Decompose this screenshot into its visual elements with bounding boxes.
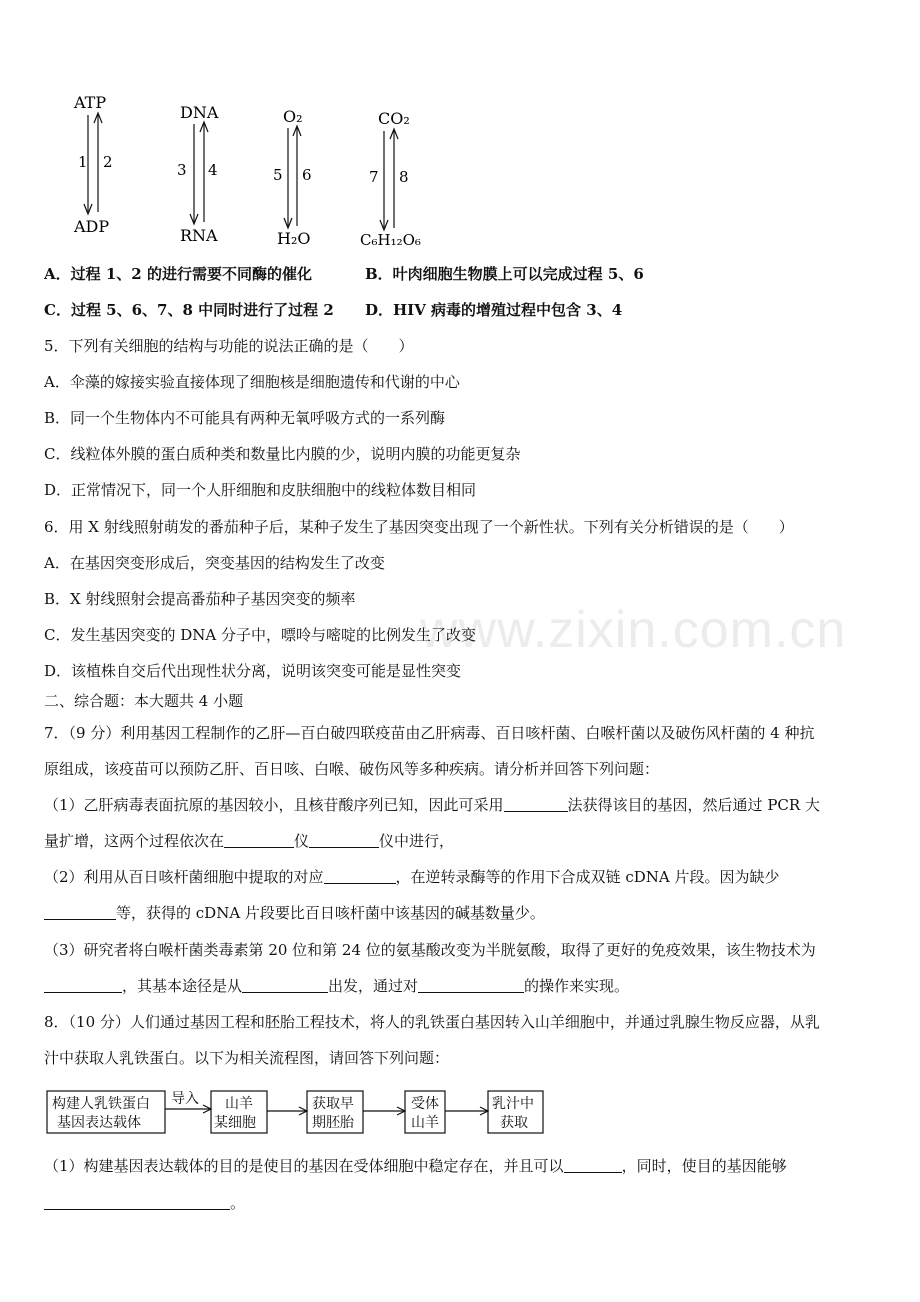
process-7-number: 7 (369, 168, 379, 186)
q4-option-c[interactable]: C．过程 5、6、7、8 中同时进行了过程 2 (44, 301, 334, 319)
q7-part2-line1: （2）利用从百日咳杆菌细胞中提取的对应 ，在逆转录酶等的作用下合成双链 cDNA 片段。因为缺少 (44, 868, 780, 886)
flow-box-early-embryo-line1: 获取早 (312, 1096, 354, 1112)
flow-box-recipient-goat (405, 1091, 445, 1133)
flow-box-goat-cell (211, 1091, 267, 1133)
q8-blank-2[interactable] (44, 1193, 230, 1210)
flow-box-milk-extract (488, 1091, 543, 1133)
q7-blank-8[interactable] (418, 976, 524, 993)
flow-box-construct-vector-line1: 构建人乳铁蛋白 (52, 1096, 150, 1112)
flow-box-recipient-goat-line1: 受体 (411, 1096, 439, 1112)
flow-box-goat-cell-line2: 某细胞 (214, 1115, 256, 1131)
q7-blank-5[interactable] (44, 903, 116, 920)
process-2-number: 2 (103, 153, 113, 171)
process-6-number: 6 (302, 166, 312, 184)
adp-label: ADP (74, 217, 110, 236)
process-4-number: 4 (208, 161, 218, 179)
q7-part1-line1: （1）乙肝病毒表面抗原的基因较小，且核苷酸序列已知，因此可采用 法获得该目的基因，然后通过 PCR 大 (44, 796, 820, 814)
q4-option-a[interactable]: A．过程 1、2 的进行需要不同酶的催化 (44, 265, 312, 283)
q6-option-c[interactable]: C．发生基因突变的 DNA 分子中，嘌呤与嘧啶的比例发生了改变 (44, 626, 476, 644)
q7-blank-3[interactable] (309, 831, 379, 848)
flow-box-milk-extract-line2: 获取 (500, 1115, 528, 1131)
flow-box-goat-cell-line1: 山羊 (225, 1096, 253, 1112)
q6-option-b[interactable]: B．X 射线照射会提高番茄种子基因突变的频率 (44, 590, 356, 608)
process-1-number: 1 (78, 153, 88, 171)
metabolism-process-diagram (0, 0, 920, 260)
q7-part3-line1: （3）研究者将白喉杆菌类毒素第 20 位和第 24 位的氨基酸改变为半胱氨酸，取得了更好的免疫效果，该生物技术为 (44, 941, 816, 959)
q5-stem: 5．下列有关细胞的结构与功能的说法正确的是（ ） (44, 337, 414, 355)
q7-stem-line1: 7．（9 分）利用基因工程制作的乙肝—百白破四联疫苗由乙肝病毒、百日咳杆菌、白喉杆菌以及破伤风杆菌的 4 种抗 (44, 724, 815, 742)
q8-stem-line2: 汁中获取人乳铁蛋白。以下为相关流程图，请回答下列问题： (44, 1049, 450, 1067)
flow-box-recipient-goat-line2: 山羊 (411, 1115, 439, 1131)
q5-option-a[interactable]: A．伞藻的嫁接实验直接体现了细胞核是细胞遗传和代谢的中心 (44, 373, 460, 391)
h2o-label: H₂O (277, 229, 311, 248)
q8-part1-line2: 。 (44, 1192, 245, 1214)
flow-box-construct-vector-line2: 基因表达载体 (57, 1115, 141, 1131)
atp-label: ATP (74, 93, 107, 112)
co2-label: CO₂ (378, 109, 410, 128)
watermark: www.zixin.com.cn (420, 601, 847, 659)
section-2-heading: 二、综合题：本大题共 4 小题 (44, 692, 244, 710)
process-8-number: 8 (399, 168, 409, 186)
q7-blank-7[interactable] (242, 976, 328, 993)
q5-option-d[interactable]: D．正常情况下，同一个人肝细胞和皮肤细胞中的线粒体数目相同 (44, 481, 477, 499)
flow-box-construct-vector (47, 1091, 165, 1133)
o2-label: O₂ (283, 107, 303, 126)
q7-part3-line2: ，其基本途径是从 出发，通过对 的操作来实现。 (44, 975, 629, 997)
q5-option-b[interactable]: B．同一个生物体内不可能具有两种无氧呼吸方式的一系列酶 (44, 409, 446, 427)
process-3-number: 3 (177, 161, 187, 179)
flow-box-early-embryo (307, 1091, 363, 1133)
q7-part1-line2: 量扩增，这两个过程依次在 仪 仪中进行， (44, 832, 455, 850)
rna-label: RNA (180, 226, 218, 245)
q4-option-d[interactable]: D．HIV 病毒的增殖过程中包含 3、4 (365, 301, 623, 319)
q7-blank-6[interactable] (44, 976, 122, 993)
flow-box-milk-extract-line1: 乳汁中 (492, 1096, 534, 1112)
glucose-label: C₆H₁₂O₆ (360, 231, 421, 249)
q5-option-c[interactable]: C．线粒体外膜的蛋白质种类和数量比内膜的少，说明内膜的功能更复杂 (44, 445, 521, 463)
dna-label: DNA (180, 103, 219, 122)
q7-blank-2[interactable] (224, 831, 294, 848)
q4-option-b[interactable]: B．叶肉细胞生物膜上可以完成过程 5、6 (365, 265, 644, 283)
q6-stem: 6．用 X 射线照射萌发的番茄种子后，某种子发生了基因突变出现了一个新性状。下列有关分析错误的是（ ） (44, 518, 794, 536)
q6-option-d[interactable]: D．该植株自交后代出现性状分离，说明该突变可能是显性突变 (44, 662, 462, 680)
q8-stem-line1: 8．（10 分）人们通过基因工程和胚胎工程技术，将人的乳铁蛋白基因转入山羊细胞中，并通过乳腺生物反应器，从乳 (44, 1013, 820, 1031)
q6-option-a[interactable]: A．在基因突变形成后，突变基因的结构发生了改变 (44, 554, 385, 572)
q7-blank-1[interactable] (504, 795, 568, 812)
process-5-number: 5 (273, 166, 283, 184)
flow-box-early-embryo-line2: 期胚胎 (312, 1115, 354, 1131)
q7-stem-line2: 原组成，该疫苗可以预防乙肝、百日咳、白喉、破伤风等多种疾病。请分析并回答下列问题： (44, 760, 660, 778)
q8-part1-line1: （1）构建基因表达载体的目的是使目的基因在受体细胞中稳定存在，并且可以 ，同时，使目的基因能够 (44, 1157, 787, 1175)
q7-part2-line2: 等，获得的 cDNA 片段要比百日咳杆菌中该基因的碱基数量少。 (44, 902, 545, 924)
q8-blank-1[interactable] (564, 1156, 622, 1173)
flow-arrow-import-label: 导入 (171, 1091, 199, 1107)
q7-blank-4[interactable] (324, 867, 396, 884)
